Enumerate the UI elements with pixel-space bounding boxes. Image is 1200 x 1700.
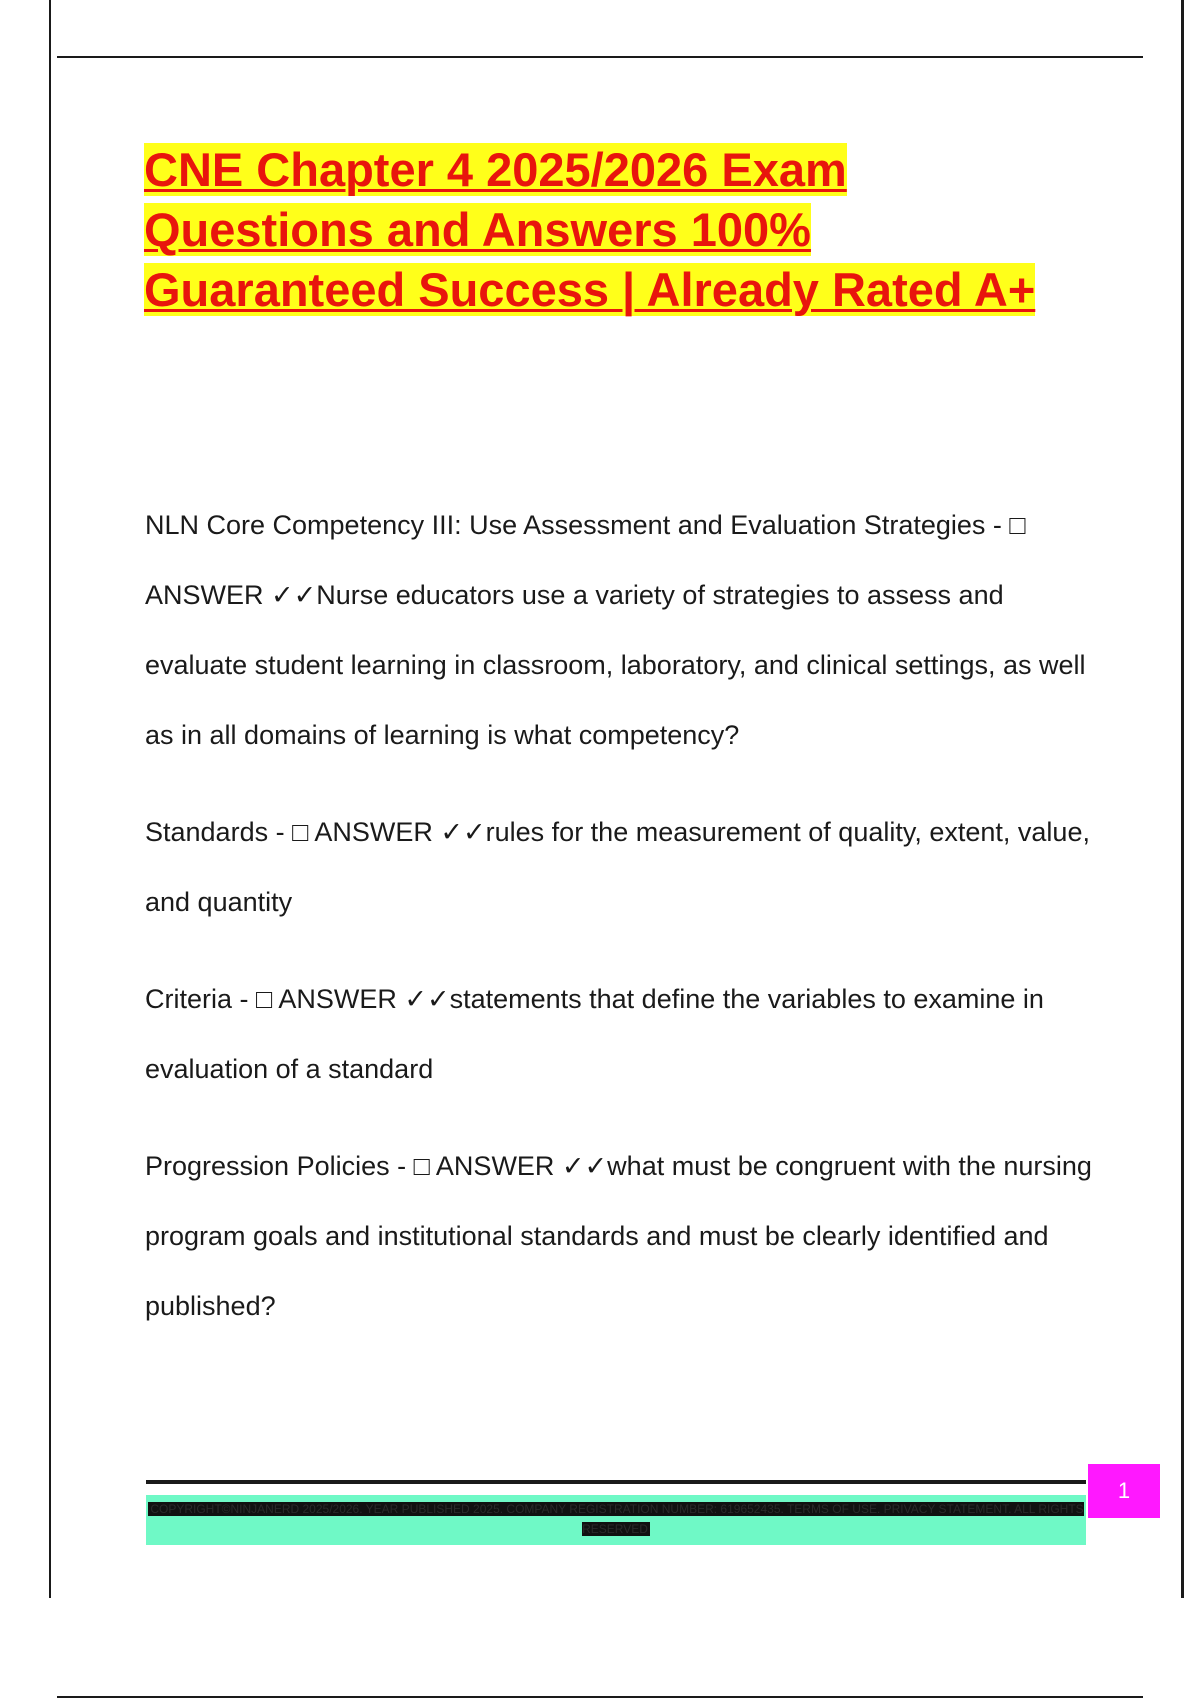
qa-list — [145, 490, 1095, 1355]
page-number-badge: 1 — [1088, 1464, 1160, 1518]
qa-item-progression-policies: Progression Policies - □ ANSWER ✓✓what must be congruent with the nursing program goals and institutional standards and must be clearly identified and published? — [145, 1151, 1092, 1321]
qa-item-criteria: Criteria - □ ANSWER ✓✓statements that define the variables to examine in evaluation of a standard — [145, 984, 1044, 1084]
title-line-1: CNE Chapter 4 2025/2026 Exam — [144, 143, 847, 196]
title-line-2: Questions and Answers 100% — [144, 203, 811, 256]
qa-item-standards: Standards - □ ANSWER ✓✓rules for the measurement of quality, extent, value, and quantity — [145, 817, 1090, 917]
footer-copyright-text: COPYRIGHT©NINJANERD 2025/2026. YEAR PUBLISHED 2025. COMPANY REGISTRATION NUMBER: 619652435. TERMS OF USE. PRIVACY STATEMENT. ALL RIGHTS RESERVED — [150, 1502, 1084, 1536]
page-border-right — [1181, 0, 1184, 1598]
bottom-divider — [57, 1696, 1143, 1698]
footer-divider — [146, 1480, 1086, 1484]
title-line-3: Guaranteed Success | Already Rated A+ — [144, 263, 1036, 316]
top-divider — [57, 56, 1143, 58]
page-border-left — [49, 0, 51, 1598]
footer-copyright-band — [146, 1495, 1086, 1545]
document-title — [144, 140, 1104, 320]
qa-item-nln-core-competency: NLN Core Competency III: Use Assessment and Evaluation Strategies - □ ANSWER ✓✓Nurse educators use a variety of strategies to assess and evaluate student learning in classroom, laboratory, and clinical settings, as well as in all domains of learning is what competency? — [145, 510, 1086, 750]
